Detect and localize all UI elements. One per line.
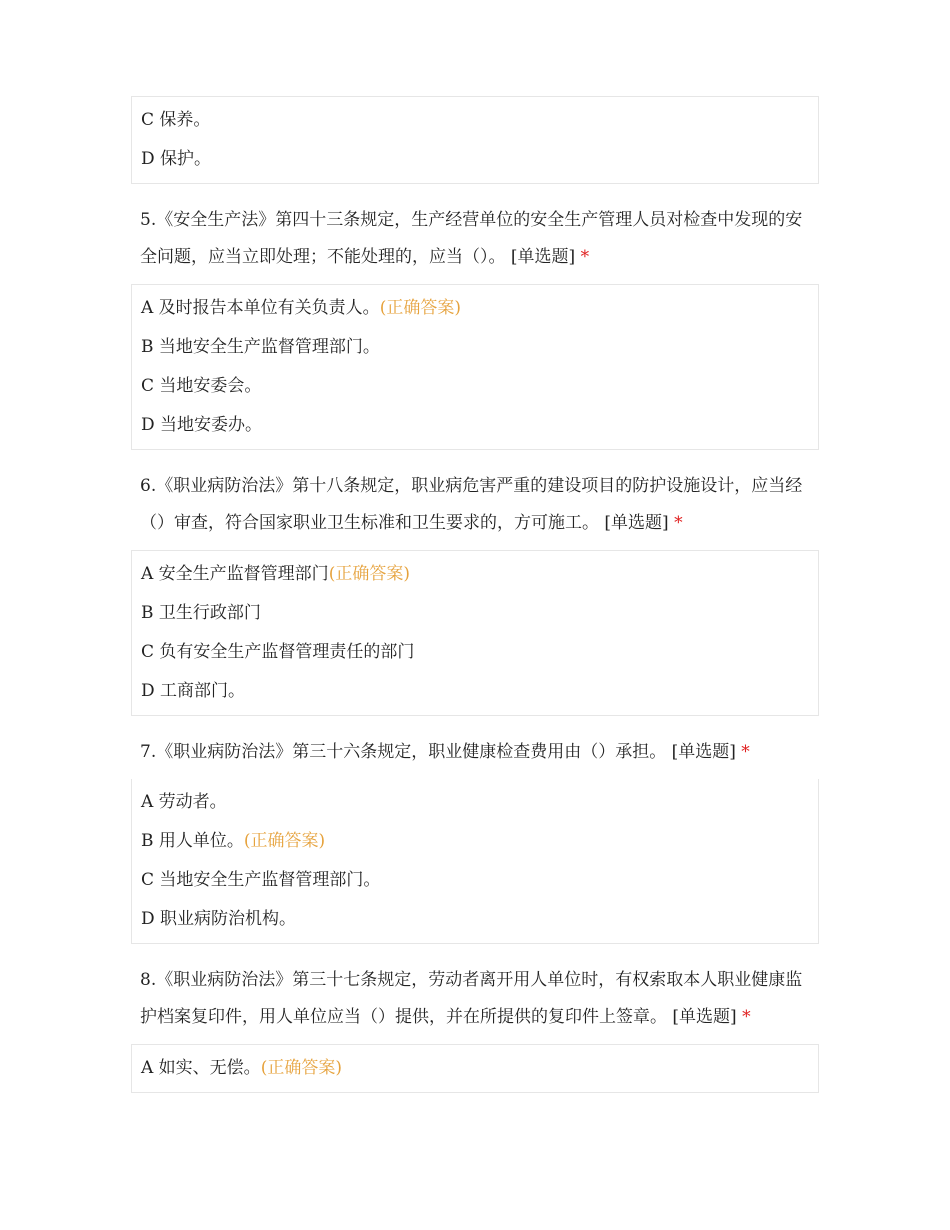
correct-answer-tag: (正确答案) bbox=[328, 564, 410, 584]
option-label: D 保护。 bbox=[141, 149, 212, 169]
option-label: A 及时报告本单位有关负责人。 bbox=[141, 298, 380, 318]
option-c[interactable] bbox=[141, 633, 818, 672]
option-label: A 如实、无偿。 bbox=[141, 1058, 261, 1078]
option-d[interactable] bbox=[141, 900, 818, 939]
required-mark: * bbox=[580, 247, 590, 267]
question-text: 5.《安全生产法》第四十三条规定，生产经营单位的安全生产管理人员对检查中发现的安全问题，应当立即处理；不能处理的，应当（）。 [单选题] bbox=[140, 210, 803, 267]
question-5 bbox=[131, 184, 811, 284]
required-mark: * bbox=[674, 513, 683, 533]
option-label: A 劳动者。 bbox=[141, 792, 227, 812]
option-label: B 卫生行政部门 bbox=[141, 603, 261, 623]
option-b[interactable] bbox=[141, 594, 818, 633]
option-b[interactable] bbox=[141, 328, 818, 367]
option-a[interactable] bbox=[141, 783, 818, 822]
option-label: C 当地安委会。 bbox=[141, 376, 262, 396]
option-c[interactable] bbox=[141, 101, 818, 140]
option-c[interactable] bbox=[141, 367, 818, 406]
option-d[interactable] bbox=[141, 140, 818, 179]
required-mark: * bbox=[742, 1007, 751, 1027]
option-label: C 保养。 bbox=[141, 110, 211, 130]
question-text: 7.《职业病防治法》第三十六条规定，职业健康检查费用由（）承担。 [单选题] bbox=[140, 742, 736, 762]
question-8 bbox=[131, 944, 811, 1044]
question-7-options bbox=[131, 779, 819, 944]
question-8-options bbox=[131, 1044, 819, 1093]
option-d[interactable] bbox=[141, 406, 818, 445]
correct-answer-tag: (正确答案) bbox=[379, 298, 461, 318]
option-label: C 当地安全生产监督管理部门。 bbox=[141, 870, 381, 890]
option-d[interactable] bbox=[141, 672, 818, 711]
prev-question-options bbox=[131, 96, 819, 184]
question-7 bbox=[131, 716, 811, 779]
correct-answer-tag: (正确答案) bbox=[260, 1058, 342, 1078]
option-label: D 当地安委办。 bbox=[141, 415, 263, 435]
question-6 bbox=[131, 450, 811, 550]
option-label: B 用人单位。 bbox=[141, 831, 244, 851]
question-5-options bbox=[131, 284, 819, 450]
option-label: B 当地安全生产监督管理部门。 bbox=[141, 337, 380, 357]
option-c[interactable] bbox=[141, 861, 818, 900]
quiz-page bbox=[131, 96, 819, 1093]
option-label: D 工商部门。 bbox=[141, 681, 246, 701]
question-text: 6.《职业病防治法》第十八条规定，职业病危害严重的建设项目的防护设施设计，应当经（）审查，符合国家职业卫生标准和卫生要求的，方可施工。 [单选题] bbox=[140, 476, 803, 533]
option-label: D 职业病防治机构。 bbox=[141, 909, 297, 929]
option-b[interactable] bbox=[141, 822, 818, 861]
question-text: 8.《职业病防治法》第三十七条规定，劳动者离开用人单位时，有权索取本人职业健康监护档案复印件，用人单位应当（）提供，并在所提供的复印件上签章。 [单选题] bbox=[140, 970, 803, 1027]
option-label: A 安全生产监督管理部门 bbox=[141, 564, 329, 584]
option-a[interactable] bbox=[141, 1049, 818, 1088]
option-a[interactable] bbox=[141, 555, 818, 594]
required-mark: * bbox=[741, 742, 750, 762]
question-6-options bbox=[131, 550, 819, 716]
correct-answer-tag: (正确答案) bbox=[243, 831, 326, 851]
option-a[interactable] bbox=[141, 289, 818, 328]
option-label: C 负有安全生产监督管理责任的部门 bbox=[141, 642, 415, 662]
